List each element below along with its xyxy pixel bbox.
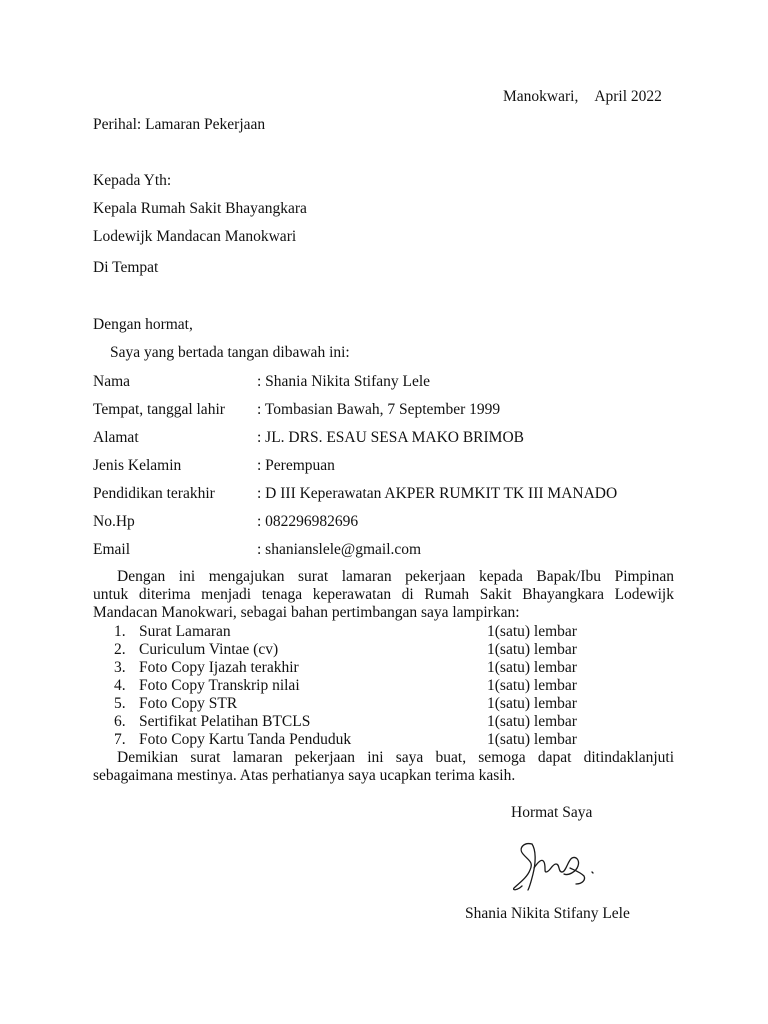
attachment-quantity: 1(satu) lembar [487, 623, 577, 640]
closing-salutation: Hormat Saya [511, 804, 593, 821]
identity-value: : Shania Nikita Stifany Lele [257, 373, 431, 390]
identity-label: Pendidikan terakhir [93, 485, 215, 502]
identity-label: Jenis Kelamin [93, 457, 182, 474]
identity-value: : 082296982696 [257, 513, 359, 530]
identity-value: : Perempuan [257, 457, 335, 474]
letter-date [503, 88, 662, 106]
identity-value: : JL. DRS. ESAU SESA MAKO BRIMOB [257, 429, 524, 446]
identity-row [93, 485, 693, 503]
list-item [93, 659, 613, 677]
attachment-quantity: 1(satu) lembar [487, 659, 577, 676]
body-paragraph [93, 568, 674, 622]
list-item [93, 641, 613, 659]
closing-line-2: sebagaimana mestinya. Atas perhatianya saya ucapkan terima kasih. [93, 767, 516, 784]
attachment-number: 6. [114, 713, 126, 730]
identity-value: : shanianslele@gmail.com [257, 541, 422, 558]
list-item [93, 677, 613, 695]
identity-label: No.Hp [93, 513, 135, 530]
attachment-number: 4. [114, 677, 126, 694]
date-month-year: April 2022 [594, 88, 662, 105]
signature-image [510, 838, 600, 894]
list-item [93, 713, 613, 731]
attachment-number: 7. [114, 731, 126, 748]
attachment-quantity: 1(satu) lembar [487, 641, 577, 658]
attachment-number: 1. [114, 623, 126, 640]
intro-line: Saya yang bertada tangan dibawah ini: [110, 344, 350, 361]
identity-row [93, 401, 693, 419]
identity-label: Email [93, 541, 131, 558]
identity-row [93, 373, 693, 391]
list-item [93, 695, 613, 713]
attachment-number: 5. [114, 695, 126, 712]
identity-row [93, 429, 693, 447]
recipient-line-4: Di Tempat [93, 259, 159, 276]
identity-label: Tempat, tanggal lahir [93, 401, 225, 418]
identity-row [93, 541, 693, 559]
attachment-list [93, 623, 613, 749]
body-line-3: Mandacan Manokwari, sebagai bahan pertimbangan saya lampirkan: [93, 604, 520, 621]
identity-value: : Tombasian Bawah, 7 September 1999 [257, 401, 501, 418]
attachment-quantity: 1(satu) lembar [487, 731, 577, 748]
closing-paragraph [93, 749, 674, 785]
list-item [93, 731, 613, 749]
attachment-quantity: 1(satu) lembar [487, 695, 577, 712]
body-line-1: Dengan ini mengajukan surat lamaran pekerjaan kepada Bapak/Ibu Pimpinan [117, 568, 674, 585]
identity-row [93, 457, 693, 475]
attachment-quantity: 1(satu) lembar [487, 677, 577, 694]
letter-subject: Perihal: Lamaran Pekerjaan [93, 116, 266, 133]
identity-row [93, 513, 693, 531]
attachment-name: Foto Copy Ijazah terakhir [139, 659, 299, 676]
recipient-line-2: Kepala Rumah Sakit Bhayangkara [93, 200, 307, 217]
attachment-number: 2. [114, 641, 126, 658]
attachment-name: Sertifikat Pelatihan BTCLS [139, 713, 311, 730]
attachment-name: Foto Copy Transkrip nilai [139, 677, 300, 694]
identity-value: : D III Keperawatan AKPER RUMKIT TK III MANADO [257, 485, 618, 502]
body-line-2: untuk diterima menjadi tenaga keperawatan di Rumah Sakit Bhayangkara Lodewijk [93, 586, 674, 603]
date-place: Manokwari, [503, 88, 579, 105]
recipient-line-3: Lodewijk Mandacan Manokwari [93, 228, 297, 245]
attachment-quantity: 1(satu) lembar [487, 713, 577, 730]
attachment-name: Foto Copy STR [139, 695, 238, 712]
identity-label: Nama [93, 373, 131, 390]
closing-line-1: Demikian surat lamaran pekerjaan ini saya buat, semoga dapat ditindaklanjuti [117, 749, 674, 766]
attachment-name: Curiculum Vintae (cv) [139, 641, 279, 658]
signer-name: Shania Nikita Stifany Lele [465, 905, 630, 922]
list-item [93, 623, 613, 641]
attachment-name: Surat Lamaran [139, 623, 231, 640]
greeting: Dengan hormat, [93, 316, 193, 333]
identity-label: Alamat [93, 429, 139, 446]
recipient-line-1: Kepada Yth: [93, 172, 172, 189]
attachment-number: 3. [114, 659, 126, 676]
attachment-name: Foto Copy Kartu Tanda Penduduk [139, 731, 352, 748]
